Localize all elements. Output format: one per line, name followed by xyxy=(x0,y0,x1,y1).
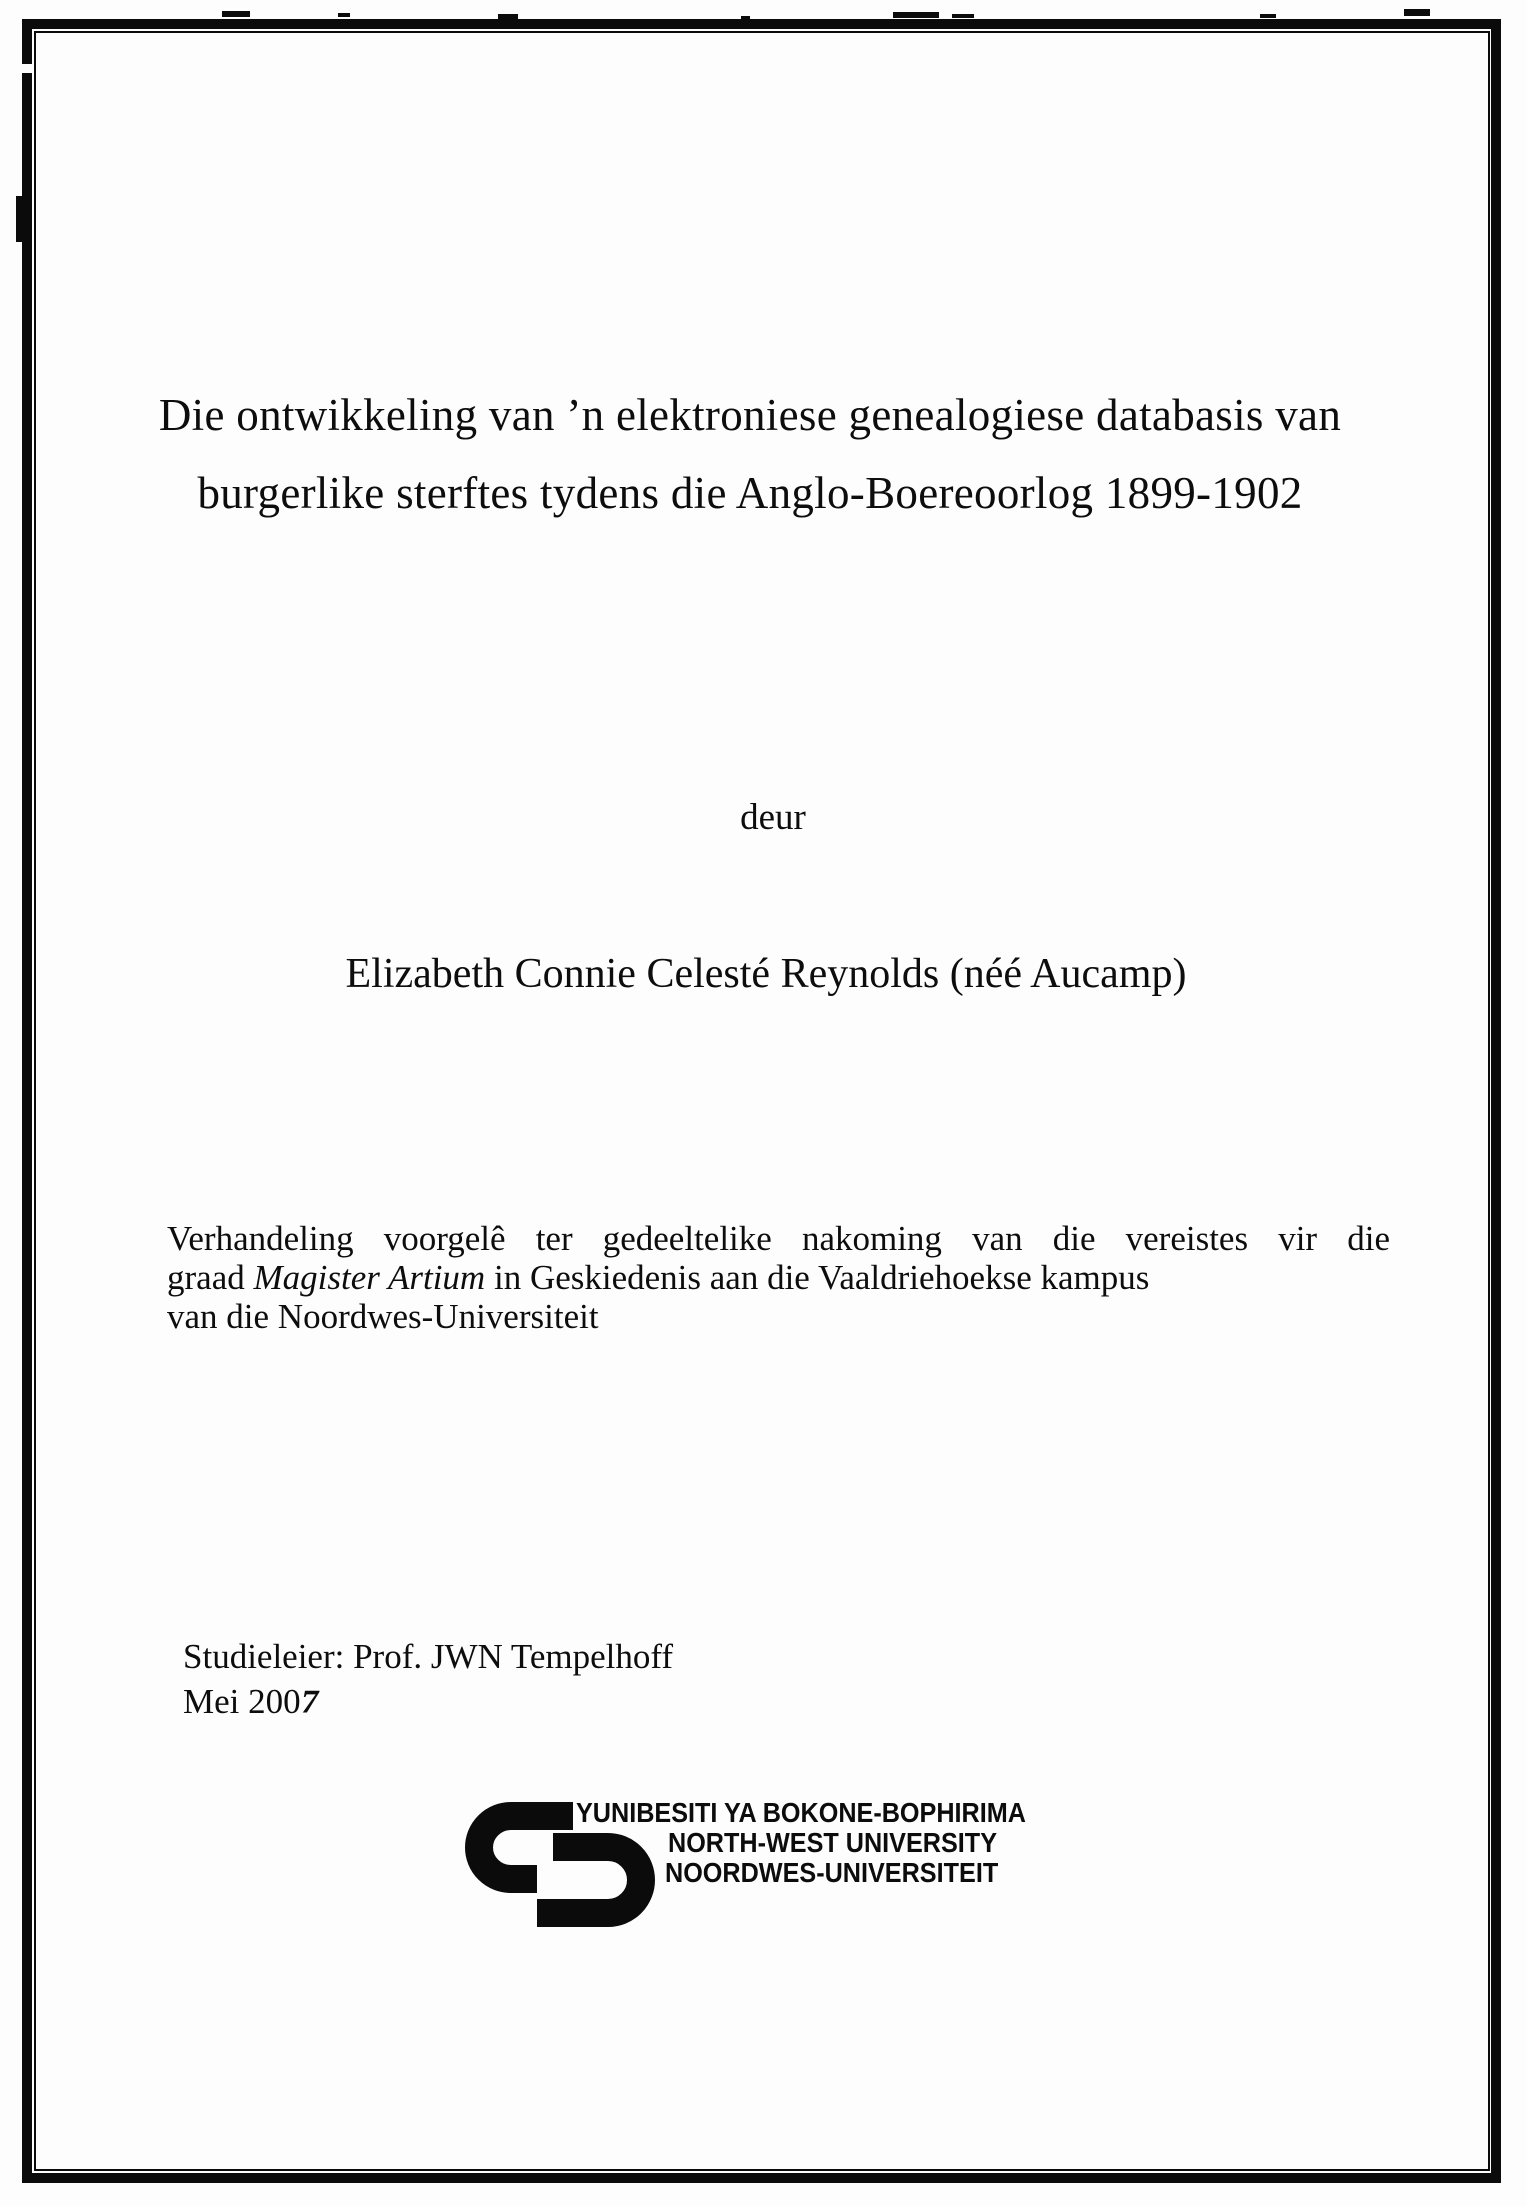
date-last-digit: 7 xyxy=(297,1682,322,1721)
degree-statement-line1: Verhandeling voorgelê ter gedeeltelike nakoming van die vereistes vir die xyxy=(167,1219,1390,1258)
scan-artifact xyxy=(16,196,24,242)
scan-artifact xyxy=(1404,9,1430,16)
author-name: Elizabeth Connie Celesté Reynolds (néé Aucamp) xyxy=(345,951,1187,997)
degree-statement-line2-suffix: in Geskiedenis aan die Vaaldriehoekse kampus xyxy=(485,1258,1150,1297)
scan-artifact xyxy=(222,11,250,17)
supervisor-line: Studieleier: Prof. JWN Tempelhoff xyxy=(183,1637,674,1676)
thesis-title xyxy=(150,376,1350,532)
supervisor-block xyxy=(183,1634,673,1724)
logo-wordmark-line2: NORTH-WEST UNIVERSITY xyxy=(668,1827,998,1858)
thesis-title-line2: burgerlike sterftes tydens die Anglo-Boereoorlog 1899-1902 xyxy=(197,468,1303,518)
logo-wordmark-line3: NOORDWES-UNIVERSITEIT xyxy=(665,1857,999,1888)
date-line xyxy=(183,1679,673,1724)
degree-name-italic: Magister Artium xyxy=(253,1258,486,1297)
scan-artifact xyxy=(498,14,518,19)
logo-wordmark-line1: YUNIBESITI YA BOKONE-BOPHIRIMA xyxy=(576,1797,1026,1828)
scan-artifact xyxy=(338,13,350,17)
degree-statement-line3: van die Noordwes-Universiteit xyxy=(167,1297,599,1336)
thesis-title-line1: Die ontwikkeling van ’n elektroniese genealogiese databasis van xyxy=(158,390,1342,440)
degree-statement xyxy=(167,1219,1390,1336)
degree-statement-line2 xyxy=(167,1258,1390,1297)
scan-artifact xyxy=(952,14,974,18)
degree-statement-line2-prefix: graad xyxy=(167,1258,254,1297)
scan-artifact xyxy=(893,12,939,18)
scan-artifact xyxy=(741,16,750,20)
date-prefix: Mei 200 xyxy=(183,1682,301,1721)
byline-deur: deur xyxy=(740,797,806,838)
scan-artifact xyxy=(21,64,33,73)
scan-artifact xyxy=(1260,14,1276,18)
